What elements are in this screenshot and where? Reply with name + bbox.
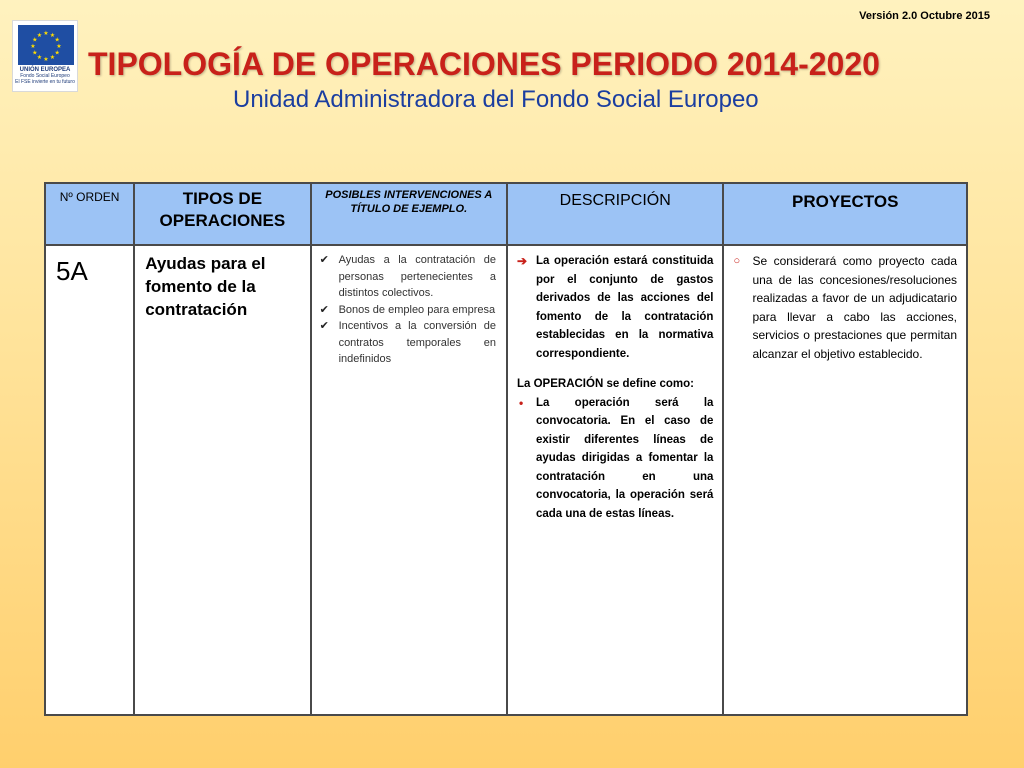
header-orden: Nº ORDEN (45, 183, 134, 245)
operation-definition-label: La OPERACIÓN se define como: (516, 378, 695, 390)
list-item: ○ Se considerará como proyecto cada una de las concesiones/resoluciones realizadas a favor de un adjudicatario para llevar a cabo las acciones, servicios o prestaciones que permitan alcanzar el objetivo establecido. (733, 254, 957, 361)
cell-orden: 5A (45, 245, 134, 715)
svg-text:★: ★ (32, 36, 38, 44)
svg-text:★: ★ (54, 36, 60, 44)
list-item: ✔ Bonos de empleo para empresa (320, 302, 496, 319)
svg-text:★: ★ (49, 31, 56, 39)
list-item: ✔ Ayudas a la contratación de personas pertenecientes a distintos colectivos. (319, 254, 496, 299)
list-item: ✔ Incentivos a la conversión de contratos temporales en indefinidos (319, 320, 496, 365)
version-label: Versión 2.0 Octubre 2015 (859, 10, 990, 22)
header-posibles: POSIBLES INTERVENCIONES A TÍTULO DE EJEMPLO. (311, 183, 507, 245)
operations-table (44, 182, 968, 716)
cell-posibles (311, 245, 507, 715)
circle-bullet-icon: ○ (733, 255, 741, 267)
list-item: • La operación será la convocatoria. En el caso de existir diferentes líneas de ayudas dirigidas a fomentar la contratación en una convocatoria, la operación será cada una de estas líneas. (518, 395, 714, 520)
checkmark-icon: ✔ (319, 303, 329, 316)
logo-name: UNIÓN EUROPEA (19, 67, 71, 73)
header-proyectos: PROYECTOS (723, 183, 967, 245)
page-title: TIPOLOGÍA DE OPERACIONES PERIODO 2014-2020 (88, 46, 880, 82)
svg-text:★: ★ (36, 54, 43, 62)
svg-text:★: ★ (36, 31, 43, 39)
header-tipos: TIPOS DE OPERACIONES (134, 183, 310, 245)
eu-flag-icon (18, 25, 74, 65)
svg-text:★: ★ (43, 30, 49, 37)
table-row (45, 245, 967, 715)
svg-text:★: ★ (49, 54, 56, 62)
header-descripcion: DESCRIPCIÓN (507, 183, 723, 245)
table-header-row (45, 183, 967, 245)
checkmark-icon: ✔ (319, 254, 329, 266)
logo-line2: El FSE invierte en tu futuro (15, 79, 75, 85)
arrow-right-icon: ➔ (516, 254, 528, 268)
checkmark-icon: ✔ (319, 320, 329, 332)
bullet-dot-icon: • (518, 395, 524, 410)
svg-text:★: ★ (32, 49, 38, 57)
svg-text:★: ★ (56, 43, 62, 50)
page-subtitle: Unidad Administradora del Fondo Social Europeo (233, 86, 759, 113)
cell-descripcion (507, 245, 723, 715)
logo-line1: Fondo Social Europeo (20, 73, 70, 79)
cell-proyectos (723, 245, 967, 715)
svg-text:★: ★ (30, 43, 36, 50)
svg-text:★: ★ (54, 49, 60, 57)
svg-text:★: ★ (43, 56, 49, 63)
cell-tipo: Ayudas para el fomento de la contratación (134, 245, 310, 715)
eu-logo (12, 20, 78, 92)
list-item: ➔ La operación estará constituida por el conjunto de gastos derivados de las acciones del fomento de la contratación establecidas en la normativa correspondiente. (516, 254, 714, 360)
